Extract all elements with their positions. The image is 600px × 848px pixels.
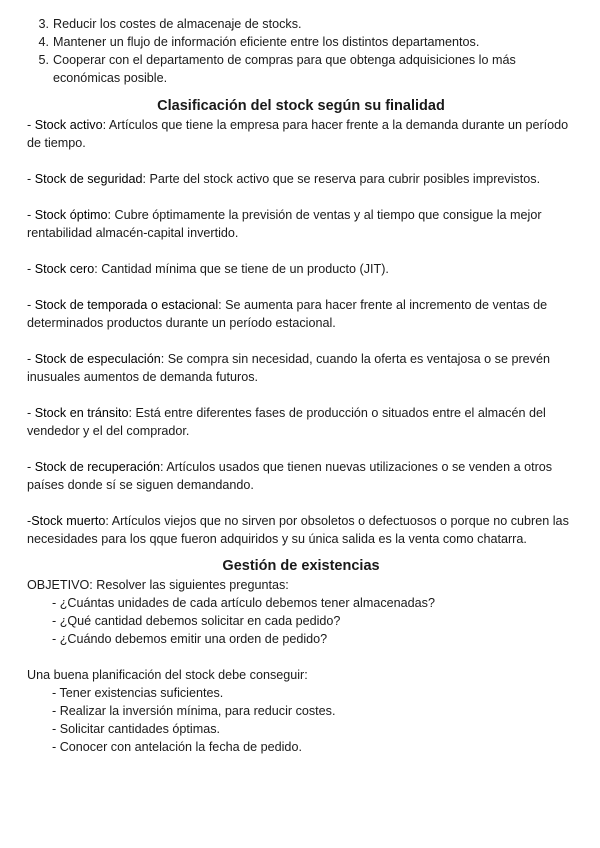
item-prefix: - [27, 208, 35, 222]
objetivo-intro: OBJETIVO: Resolver las siguientes preguntas: [27, 578, 289, 592]
stock-term: Stock activo [34, 118, 103, 132]
gestion-title: Gestión de existencias [222, 558, 380, 574]
list-item: - Conocer con antelación la fecha de pedido. [52, 740, 302, 754]
list-item: - ¿Cuándo debemos emitir una orden de pedido? [52, 632, 328, 646]
item-prefix: - [27, 262, 35, 276]
intro-numbered-list [27, 15, 575, 87]
list-item-text: Cooperar con el departamento de compras para que obtenga adquisiciones lo más económicas posible. [53, 53, 516, 85]
stock-item-temporada [27, 296, 575, 332]
objetivos-list [27, 684, 575, 756]
stock-item-optimo [27, 206, 575, 242]
list-item-text: Reducir los costes de almacenaje de stocks. [53, 17, 302, 31]
spacer [27, 648, 575, 666]
stock-description: : Se aumenta para hacer frente al incremento de ventas de determinados productos durante un período estacional. [27, 298, 548, 330]
stock-item-activo [27, 116, 575, 152]
stock-item-especulacion [27, 350, 575, 386]
stock-item-recuperacion [27, 458, 575, 494]
item-prefix: - [27, 118, 35, 132]
stock-description: : Se compra sin necesidad, cuando la oferta es ventajosa o se prevén inusuales aumentos de demanda futuros. [27, 352, 550, 384]
stock-item-transito [27, 404, 575, 440]
stock-classification-list [27, 116, 575, 548]
stock-description: : Parte del stock activo que se reserva para cubrir posibles imprevistos. [142, 172, 541, 186]
planificacion-intro: Una buena planificación del stock debe conseguir: [27, 668, 308, 682]
item-prefix: - [27, 460, 35, 474]
stock-term: Stock de seguridad [34, 172, 143, 186]
item-prefix: - [27, 514, 32, 528]
list-item: - ¿Qué cantidad debemos solicitar en cada pedido? [52, 614, 341, 628]
gestion-section [27, 576, 575, 756]
clasificacion-title: Clasificación del stock según su finalidad [157, 98, 445, 114]
stock-item-muerto [27, 512, 575, 548]
item-prefix: - [27, 172, 35, 186]
document-page [27, 15, 575, 756]
list-item [27, 33, 575, 51]
stock-description: : Artículos que tiene la empresa para hacer frente a la demanda durante un período de tiempo. [27, 118, 569, 150]
stock-item-cero [27, 260, 575, 278]
stock-term: Stock en tránsito [34, 406, 129, 420]
stock-term: Stock de recuperación [34, 460, 161, 474]
list-item: - Tener existencias suficientes. [52, 686, 224, 700]
item-prefix: - [27, 298, 35, 312]
list-number: 3. [38, 17, 49, 31]
stock-term: Stock de temporada o estacional [34, 298, 219, 312]
item-prefix: - [27, 352, 35, 366]
stock-term: Stock cero [34, 262, 95, 276]
list-item-text: Mantener un flujo de información eficiente entre los distintos departamentos. [53, 35, 480, 49]
item-prefix: - [27, 406, 35, 420]
list-item [27, 51, 575, 87]
list-number: 5. [38, 53, 49, 67]
stock-description: : Cantidad mínima que se tiene de un producto (JIT). [94, 262, 389, 276]
stock-description: : Cubre óptimamente la previsión de ventas y al tiempo que consigue la mejor rentabilidad almacén-capital invertido. [27, 208, 542, 240]
list-item [27, 15, 575, 33]
stock-term: Stock muerto [31, 514, 106, 528]
list-item: - Solicitar cantidades óptimas. [52, 722, 220, 736]
preguntas-list [27, 594, 575, 648]
list-item: - Realizar la inversión mínima, para reducir costes. [52, 704, 336, 718]
stock-term: Stock óptimo [34, 208, 108, 222]
stock-description: : Está entre diferentes fases de producción o situados entre el almacén del vendedor y el del comprador. [27, 406, 546, 438]
stock-term: Stock de especulación [34, 352, 161, 366]
stock-item-seguridad [27, 170, 575, 188]
stock-description: : Artículos usados que tienen nuevas utilizaciones o se venden a otros países donde sí se siguen demandando. [27, 460, 553, 492]
list-number: 4. [38, 35, 49, 49]
stock-description: : Artículos viejos que no sirven por obsoletos o defectuosos o porque no cubren las necesidades para los qque fueron adquiridos y su única salida es la venta como chatarra. [27, 514, 569, 546]
list-item: - ¿Cuántas unidades de cada artículo debemos tener almacenadas? [52, 596, 435, 610]
